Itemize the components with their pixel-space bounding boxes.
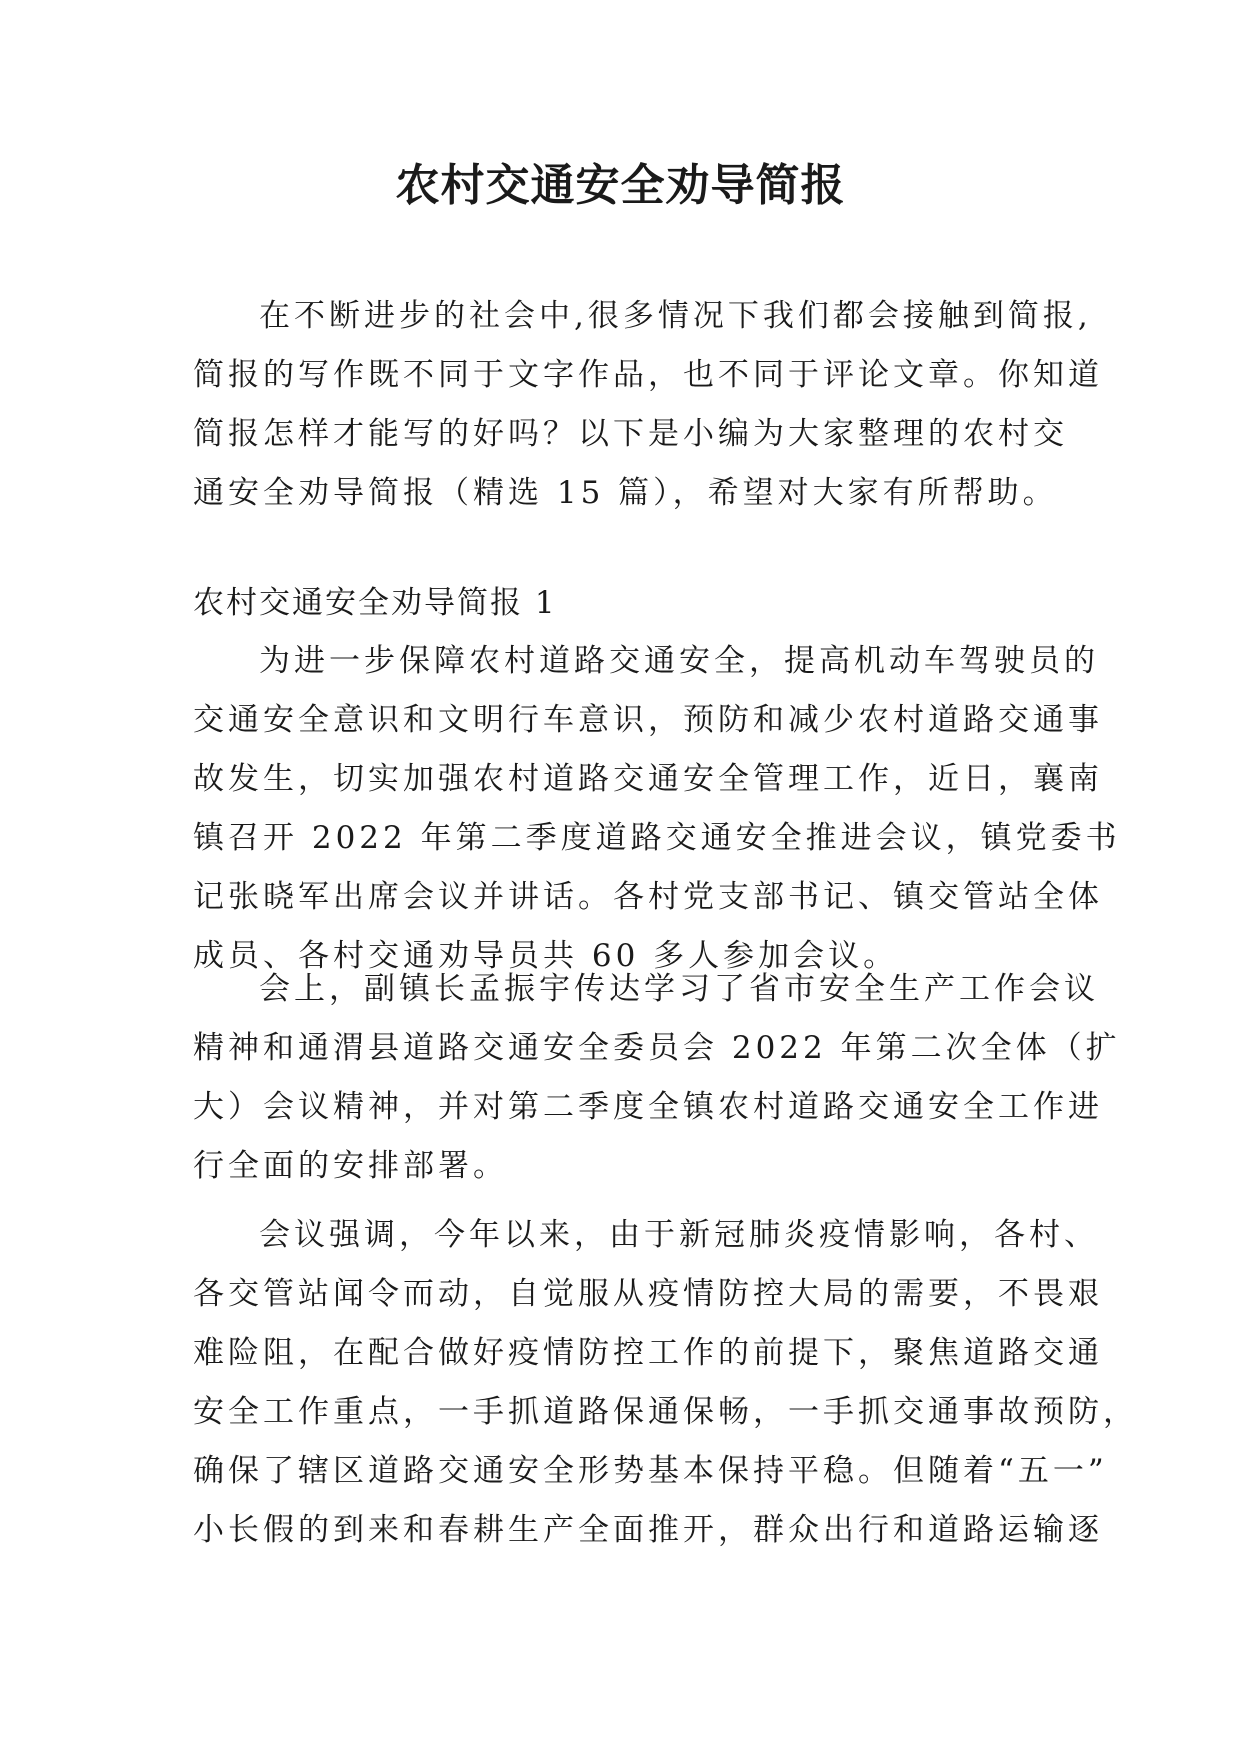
intro-line: 通安全劝导简报（精选 15 篇），希望对大家有所帮助。 [193, 475, 1058, 511]
document-title: 农村交通安全劝导简报 [395, 160, 846, 211]
paragraph-line: 会议强调，今年以来，由于新冠肺炎疫情影响，各村、 [259, 1217, 1099, 1253]
paragraph-line: 小长假的到来和春耕生产全面推开，群众出行和道路运输逐 [193, 1512, 1103, 1548]
intro-paragraph [193, 287, 1103, 523]
paragraph-3 [193, 1206, 1138, 1560]
paragraph-line: 大）会议精神，并对第二季度全镇农村道路交通安全工作进 [193, 1089, 1103, 1125]
paragraph-1 [193, 632, 1121, 986]
paragraph-2 [193, 960, 1121, 1196]
section-heading: 农村交通安全劝导简报 1 [193, 585, 557, 621]
paragraph-line: 确保了辖区道路交通安全形势基本保持平稳。但随着“五一” [193, 1453, 1108, 1489]
paragraph-line: 交通安全意识和文明行车意识，预防和减少农村道路交通事 [193, 702, 1103, 738]
intro-line: 在不断进步的社会中,很多情况下我们都会接触到简报, [259, 298, 1092, 334]
intro-line: 简报的写作既不同于文字作品，也不同于评论文章。你知道 [193, 357, 1103, 393]
intro-line: 简报怎样才能写的好吗？以下是小编为大家整理的农村交 [193, 416, 1068, 452]
paragraph-line: 行全面的安排部署。 [193, 1148, 508, 1184]
paragraph-line: 难险阻，在配合做好疫情防控工作的前提下，聚焦道路交通 [193, 1335, 1103, 1371]
paragraph-line: 成员、各村交通劝导员共 60 多人参加会议。 [193, 938, 899, 974]
paragraph-line: 安全工作重点，一手抓道路保通保畅，一手抓交通事故预防， [193, 1394, 1138, 1430]
paragraph-line: 故发生，切实加强农村道路交通安全管理工作，近日，襄南 [193, 761, 1103, 797]
paragraph-line: 记张晓军出席会议并讲话。各村党支部书记、镇交管站全体 [193, 879, 1103, 915]
paragraph-line: 会上，副镇长孟振宇传达学习了省市安全生产工作会议 [259, 971, 1099, 1007]
paragraph-line: 为进一步保障农村道路交通安全，提高机动车驾驶员的 [259, 643, 1099, 679]
paragraph-line: 镇召开 2022 年第二季度道路交通安全推进会议，镇党委书 [193, 820, 1121, 856]
paragraph-line: 各交管站闻令而动，自觉服从疫情防控大局的需要，不畏艰 [193, 1276, 1103, 1312]
paragraph-line: 精神和通渭县道路交通安全委员会 2022 年第二次全体（扩 [193, 1030, 1121, 1066]
